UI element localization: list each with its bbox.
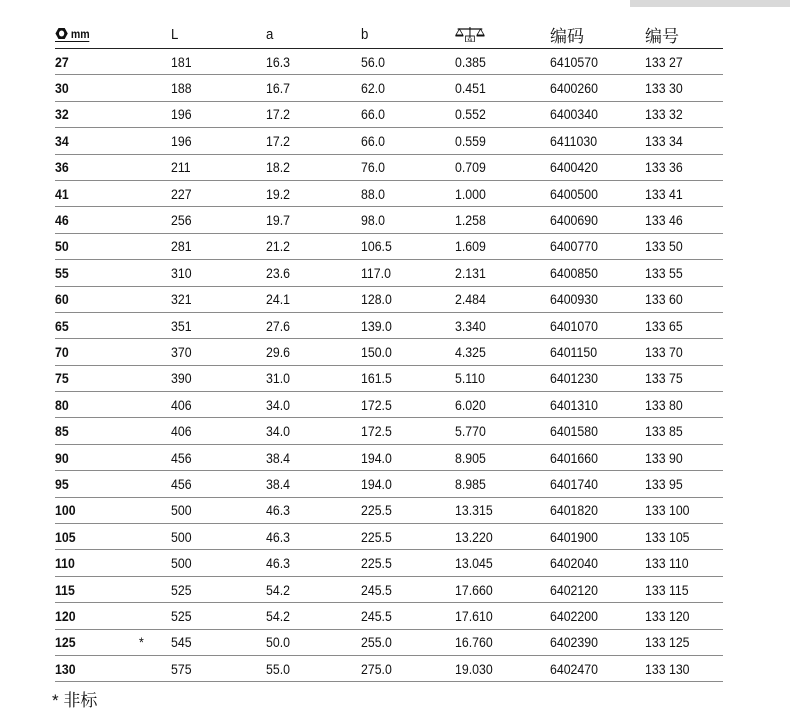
cell-weight: 19.030	[455, 660, 493, 677]
cell-length-L: 281	[171, 238, 192, 255]
cell-size: 27	[55, 53, 69, 70]
cell-number: 133 65	[645, 317, 683, 334]
cell-b: 245.5	[361, 607, 392, 624]
cell-weight: 5.770	[455, 423, 486, 440]
table-row	[55, 155, 723, 181]
cell-size: 120	[55, 607, 76, 624]
cell-code: 6402120	[550, 581, 598, 598]
cell-length-L: 211	[171, 159, 191, 176]
cell-length-L: 188	[171, 80, 192, 97]
cell-b: 150.0	[361, 343, 392, 360]
cell-b: 161.5	[361, 370, 392, 387]
cell-code: 6400850	[550, 264, 598, 281]
svg-text:kg: kg	[467, 36, 473, 42]
cell-b: 76.0	[361, 159, 385, 176]
table-row	[55, 260, 723, 286]
cell-weight: 1.000	[455, 185, 486, 202]
table-row	[55, 498, 723, 524]
header-b: b	[361, 25, 369, 43]
cell-size: 75	[55, 370, 69, 387]
cell-length-L: 500	[171, 555, 192, 572]
cell-b: 98.0	[361, 212, 385, 229]
cell-b: 88.0	[361, 185, 385, 202]
cell-a: 17.2	[266, 106, 290, 123]
table-row	[55, 75, 723, 101]
cell-length-L: 196	[171, 106, 192, 123]
cell-b: 225.5	[361, 555, 392, 572]
cell-a: 17.2	[266, 132, 290, 149]
cell-b: 56.0	[361, 53, 385, 70]
cell-length-L: 406	[171, 396, 192, 413]
cell-b: 172.5	[361, 396, 392, 413]
table-row	[55, 366, 723, 392]
cell-length-L: 525	[171, 607, 192, 624]
cell-a: 24.1	[266, 291, 290, 308]
cell-number: 133 75	[645, 370, 683, 387]
cell-weight: 3.340	[455, 317, 486, 334]
cell-a: 29.6	[266, 343, 290, 360]
cell-a: 18.2	[266, 159, 290, 176]
cell-length-L: 227	[171, 185, 192, 202]
cell-weight: 5.110	[455, 370, 485, 387]
table-row	[55, 656, 723, 682]
cell-size: 70	[55, 343, 69, 360]
cell-code: 6410570	[550, 53, 598, 70]
header-size	[55, 20, 90, 48]
cell-size: 100	[55, 502, 76, 519]
cell-number: 133 46	[645, 212, 683, 229]
cell-number: 133 55	[645, 264, 683, 281]
cell-code: 6411030	[550, 132, 598, 149]
cell-length-L: 456	[171, 475, 192, 492]
cell-weight: 13.045	[455, 555, 493, 572]
cell-number: 133 34	[645, 132, 683, 149]
cell-a: 19.2	[266, 185, 290, 202]
cell-number: 133 115	[645, 581, 689, 598]
cell-weight: 0.552	[455, 106, 486, 123]
cell-size: 65	[55, 317, 69, 334]
cell-code: 6400340	[550, 106, 598, 123]
cell-code: 6401820	[550, 502, 598, 519]
cell-code: 6400420	[550, 159, 598, 176]
cell-weight: 17.660	[455, 581, 493, 598]
table-row	[55, 49, 723, 75]
cell-non-standard-mark: *	[139, 634, 144, 651]
cell-size: 30	[55, 80, 69, 97]
cell-a: 50.0	[266, 634, 290, 651]
cell-a: 34.0	[266, 396, 290, 413]
table-row	[55, 207, 723, 233]
cell-a: 54.2	[266, 581, 290, 598]
cell-code: 6402200	[550, 607, 598, 624]
cell-size: 46	[55, 212, 69, 229]
cell-size: 55	[55, 264, 69, 281]
header-number: 编号	[645, 26, 679, 46]
cell-b: 275.0	[361, 660, 392, 677]
cell-size: 36	[55, 159, 69, 176]
cell-b: 194.0	[361, 475, 392, 492]
cell-b: 225.5	[361, 528, 392, 545]
cell-code: 6400690	[550, 212, 598, 229]
cell-a: 34.0	[266, 423, 290, 440]
cell-length-L: 181	[171, 53, 192, 70]
table-row	[55, 471, 723, 497]
cell-length-L: 310	[171, 264, 192, 281]
cell-a: 16.7	[266, 80, 290, 97]
cell-a: 31.0	[266, 370, 290, 387]
cell-weight: 1.609	[455, 238, 486, 255]
cell-a: 46.3	[266, 555, 290, 572]
cell-size: 105	[55, 528, 76, 545]
cell-code: 6400500	[550, 185, 598, 202]
cell-number: 133 85	[645, 423, 683, 440]
cell-code: 6400930	[550, 291, 598, 308]
cell-weight: 4.325	[455, 343, 486, 360]
cell-code: 6401230	[550, 370, 598, 387]
cell-length-L: 525	[171, 581, 192, 598]
cell-code: 6402470	[550, 660, 598, 677]
table-header	[55, 20, 723, 49]
cell-b: 225.5	[361, 502, 392, 519]
cell-length-L: 351	[171, 317, 192, 334]
cell-size: 95	[55, 475, 69, 492]
spec-table	[55, 20, 723, 682]
cell-code: 6402390	[550, 634, 598, 651]
table-row	[55, 524, 723, 550]
cell-a: 21.2	[266, 238, 290, 255]
cell-weight: 0.709	[455, 159, 486, 176]
header-code: 编码	[550, 26, 584, 46]
cell-length-L: 456	[171, 449, 192, 466]
cell-number: 133 90	[645, 449, 683, 466]
cell-code: 6401740	[550, 475, 598, 492]
cell-weight: 0.385	[455, 53, 486, 70]
cell-weight: 13.315	[455, 502, 493, 519]
cell-number: 133 27	[645, 53, 683, 70]
cell-weight: 1.258	[455, 212, 486, 229]
cell-b: 117.0	[361, 264, 391, 281]
header-a: a	[266, 25, 274, 43]
cell-size: 110	[55, 555, 75, 572]
table-row	[55, 234, 723, 260]
cell-code: 6401150	[550, 343, 598, 360]
cell-size: 80	[55, 396, 69, 413]
cell-number: 133 80	[645, 396, 683, 413]
table-row	[55, 577, 723, 603]
cell-code: 6401900	[550, 528, 598, 545]
cell-number: 133 70	[645, 343, 683, 360]
cell-number: 133 50	[645, 238, 683, 255]
cell-size: 41	[55, 185, 69, 202]
cell-a: 38.4	[266, 475, 290, 492]
table-row	[55, 128, 723, 154]
table-body	[55, 49, 723, 682]
cell-weight: 8.905	[455, 449, 486, 466]
cell-a: 46.3	[266, 502, 290, 519]
top-decoration-bar	[630, 0, 790, 7]
cell-length-L: 545	[171, 634, 192, 651]
table-row	[55, 550, 723, 576]
cell-size: 90	[55, 449, 69, 466]
cell-weight: 2.484	[455, 291, 486, 308]
cell-a: 23.6	[266, 264, 290, 281]
size-unit-label: mm	[55, 27, 90, 42]
cell-number: 133 30	[645, 80, 683, 97]
cell-length-L: 321	[171, 291, 192, 308]
cell-number: 133 105	[645, 528, 690, 545]
cell-code: 6401580	[550, 423, 598, 440]
cell-weight: 17.610	[455, 607, 493, 624]
cell-length-L: 500	[171, 528, 192, 545]
cell-a: 19.7	[266, 212, 290, 229]
cell-weight: 2.131	[455, 264, 486, 281]
cell-size: 130	[55, 660, 76, 677]
cell-weight: 0.559	[455, 132, 486, 149]
table-row	[55, 445, 723, 471]
cell-code: 6400260	[550, 80, 598, 97]
cell-b: 245.5	[361, 581, 392, 598]
cell-size: 125	[55, 634, 76, 651]
cell-length-L: 406	[171, 423, 192, 440]
cell-weight: 0.451	[455, 80, 486, 97]
hex-nut-icon	[55, 27, 68, 40]
cell-length-L: 390	[171, 370, 192, 387]
cell-weight: 6.020	[455, 396, 486, 413]
cell-weight: 8.985	[455, 475, 486, 492]
cell-number: 133 125	[645, 634, 690, 651]
cell-b: 66.0	[361, 106, 385, 123]
cell-size: 32	[55, 106, 69, 123]
table-row	[55, 339, 723, 365]
table-row	[55, 603, 723, 629]
table-row	[55, 392, 723, 418]
cell-number: 133 130	[645, 660, 690, 677]
cell-a: 16.3	[266, 53, 290, 70]
cell-size: 50	[55, 238, 69, 255]
cell-code: 6401070	[550, 317, 598, 334]
cell-a: 55.0	[266, 660, 290, 677]
cell-number: 133 120	[645, 607, 690, 624]
table-row	[55, 287, 723, 313]
header-weight	[455, 20, 485, 48]
cell-weight: 13.220	[455, 528, 493, 545]
cell-length-L: 500	[171, 502, 192, 519]
footnote-non-standard: * 非标	[52, 691, 98, 710]
scale-kg-icon	[455, 26, 485, 42]
cell-code: 6402040	[550, 555, 598, 572]
cell-b: 66.0	[361, 132, 385, 149]
table-row	[55, 630, 723, 656]
cell-number: 133 100	[645, 502, 690, 519]
header-length-L: L	[171, 25, 179, 43]
cell-size: 115	[55, 581, 75, 598]
cell-b: 172.5	[361, 423, 392, 440]
cell-length-L: 256	[171, 212, 192, 229]
cell-a: 46.3	[266, 528, 290, 545]
cell-weight: 16.760	[455, 634, 493, 651]
cell-number: 133 36	[645, 159, 683, 176]
table-row	[55, 102, 723, 128]
cell-b: 139.0	[361, 317, 392, 334]
cell-b: 255.0	[361, 634, 392, 651]
cell-b: 106.5	[361, 238, 392, 255]
cell-code: 6400770	[550, 238, 598, 255]
cell-number: 133 95	[645, 475, 683, 492]
table-row	[55, 418, 723, 444]
cell-number: 133 41	[645, 185, 683, 202]
cell-size: 60	[55, 291, 69, 308]
table-row	[55, 181, 723, 207]
cell-number: 133 60	[645, 291, 683, 308]
cell-code: 6401310	[550, 396, 598, 413]
cell-a: 54.2	[266, 607, 290, 624]
cell-size: 34	[55, 132, 69, 149]
cell-b: 128.0	[361, 291, 392, 308]
table-row	[55, 313, 723, 339]
cell-length-L: 196	[171, 132, 192, 149]
cell-b: 194.0	[361, 449, 392, 466]
cell-a: 38.4	[266, 449, 290, 466]
cell-b: 62.0	[361, 80, 385, 97]
cell-a: 27.6	[266, 317, 290, 334]
cell-size: 85	[55, 423, 69, 440]
cell-code: 6401660	[550, 449, 598, 466]
cell-number: 133 110	[645, 555, 689, 572]
cell-length-L: 370	[171, 343, 192, 360]
cell-length-L: 575	[171, 660, 192, 677]
cell-number: 133 32	[645, 106, 683, 123]
